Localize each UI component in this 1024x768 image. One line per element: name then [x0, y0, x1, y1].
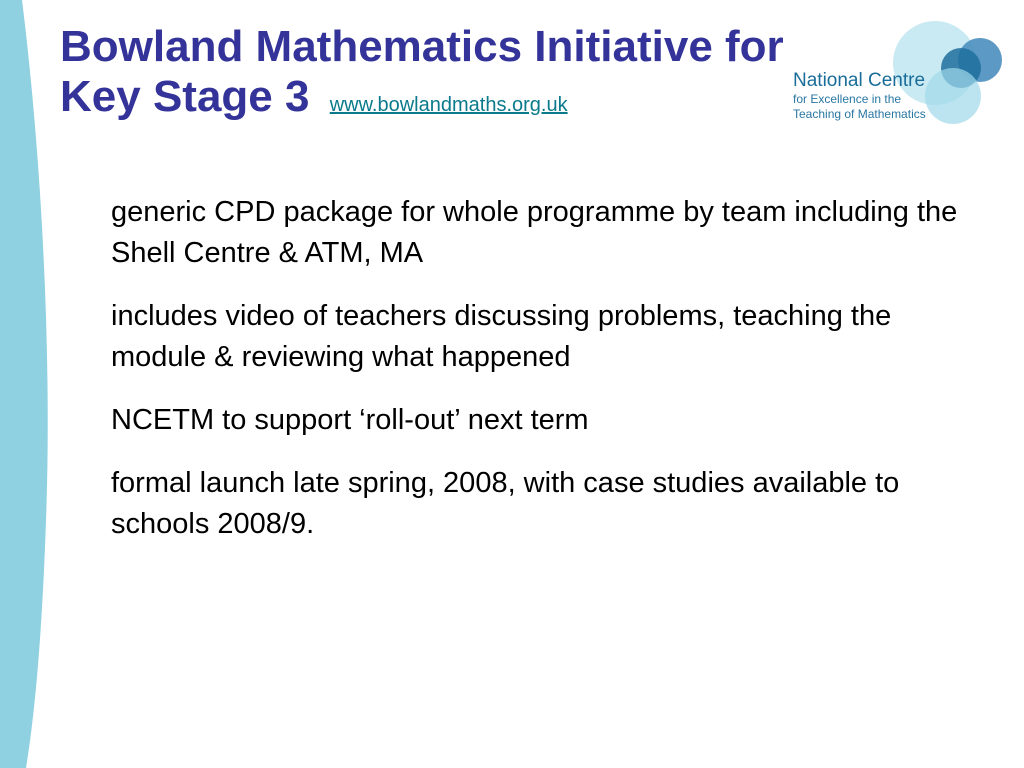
bullet-item: includes video of teachers discussing problems, teaching the module & reviewing what happened — [111, 300, 892, 373]
bullet-item: generic CPD package for whole programme by team including the Shell Centre & ATM, MA — [111, 196, 958, 269]
bowland-url-link[interactable]: www.bowlandmaths.org.uk — [329, 94, 568, 116]
title-line-2: Key Stage 3 — [60, 72, 310, 121]
logo-line-2: for Excellence in the — [793, 92, 902, 106]
bullet-list — [111, 192, 991, 567]
logo-line-3: Teaching of Mathematics — [793, 107, 926, 121]
left-decorative-band — [0, 0, 60, 768]
bullet-item: NCETM to support ‘roll-out’ next term — [111, 404, 589, 436]
bullet-item: formal launch late spring, 2008, with case studies available to schools 2008/9. — [111, 467, 900, 540]
slide-title — [60, 22, 960, 130]
logo-line-1: National Centre — [793, 70, 926, 91]
title-line-1: Bowland Mathematics Initiative for — [60, 22, 784, 71]
